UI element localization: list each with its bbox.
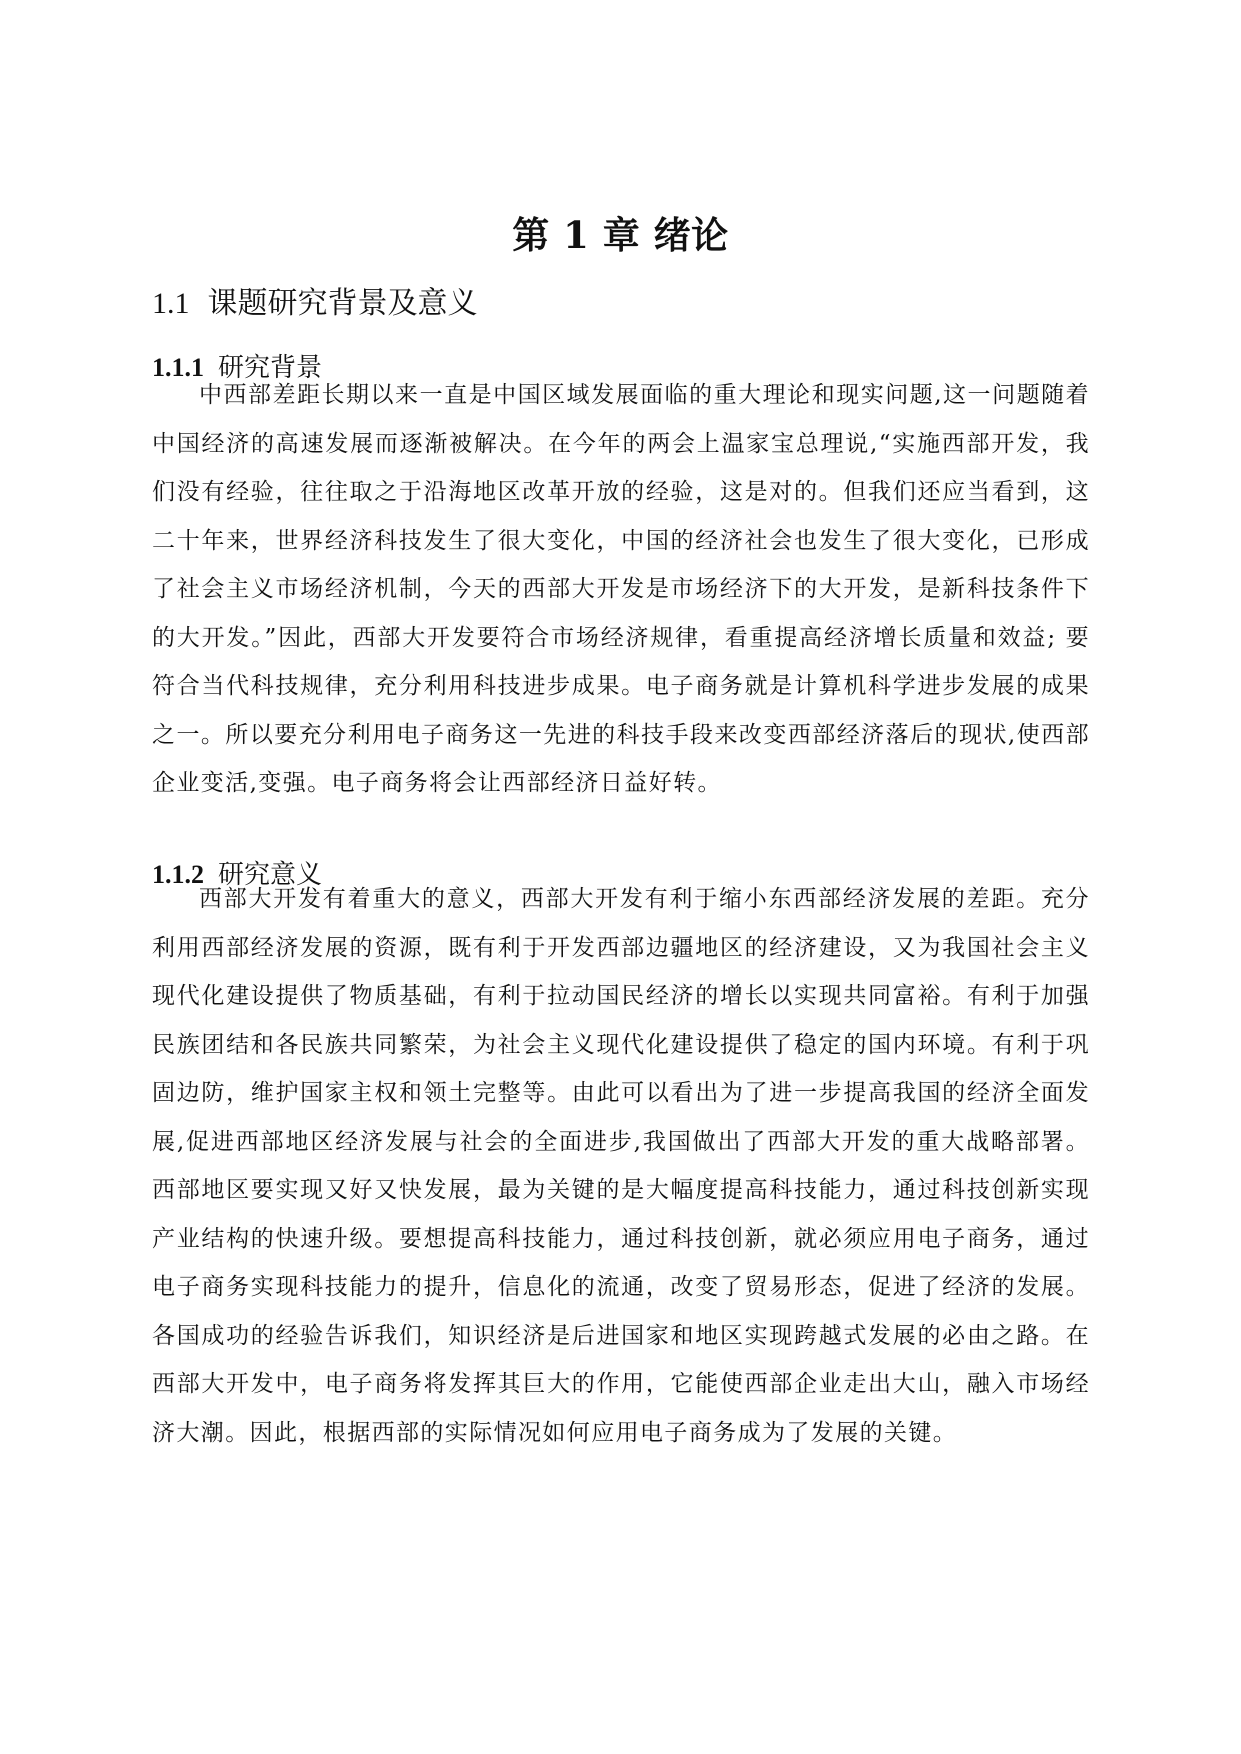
- section-title-text: 课题研究背景及意义: [207, 285, 478, 321]
- section-number: 1.1: [152, 286, 190, 320]
- subsection-title-text: 研究背景: [218, 353, 323, 383]
- chapter-title: 第 1 章 绪论: [512, 212, 729, 257]
- paragraph-research-background: 中西部差距长期以来一直是中国区域发展面临的重大理论和现实问题,这一问题随着中国经济的高速发展而逐渐被解决。在今年的两会上温家宝总理说,“实施西部开发，我们没有经验，往往取之于沿海地区改革开放的经验，这是对的。但我们还应当看到，这二十年来，世界经济科技发生了很大变化，中国的经济社会也发生了很大变化，已形成了社会主义市场经济机制，今天的西部大开发是市场经济下的大开发，是新科技条件下的大开发。”因此，西部大开发要符合市场经济规律，看重提高经济增长质量和效益; 要符合当代科技规律，充分利用科技进步成果。电子商务就是计算机科学进步发展的成果之一。所以要充分利用电子商务这一先进的科技手段来改变西部经济落后的现状,使西部企业变活,变强。电子商务将会让西部经济日益好转。: [152, 382, 1090, 796]
- paragraph-research-significance: 西部大开发有着重大的意义，西部大开发有利于缩小东西部经济发展的差距。充分利用西部经济发展的资源，既有利于开发西部边疆地区的经济建设，又为我国社会主义现代化建设提供了物质基础，有利于拉动国民经济的增长以实现共同富裕。有利于加强民族团结和各民族共同繁荣，为社会主义现代化建设提供了稳定的国内环境。有利于巩固边防，维护国家主权和领土完整等。由此可以看出为了进一步提高我国的经济全面发展,促进西部地区经济发展与社会的全面进步,我国做出了西部大开发的重大战略部署。西部地区要实现又好又快发展，最为关键的是大幅度提高科技能力，通过科技创新实现产业结构的快速升级。要想提高科技能力，通过科技创新，就必须应用电子商务，通过电子商务实现科技能力的提升，信息化的流通，改变了贸易形态，促进了经济的发展。各国成功的经验告诉我们，知识经济是后进国家和地区实现跨越式发展的必由之路。在西部大开发中，电子商务将发挥其巨大的作用，它能使西部企业走出大山，融入市场经济大潮。因此，根据西部的实际情况如何应用电子商务成为了发展的关键。: [152, 886, 1090, 1446]
- subsection-number: 1.1.1: [152, 353, 204, 382]
- section-heading: [152, 283, 478, 325]
- subsection-number: 1.1.2: [152, 860, 204, 889]
- subsection-title-text: 研究意义: [218, 860, 323, 890]
